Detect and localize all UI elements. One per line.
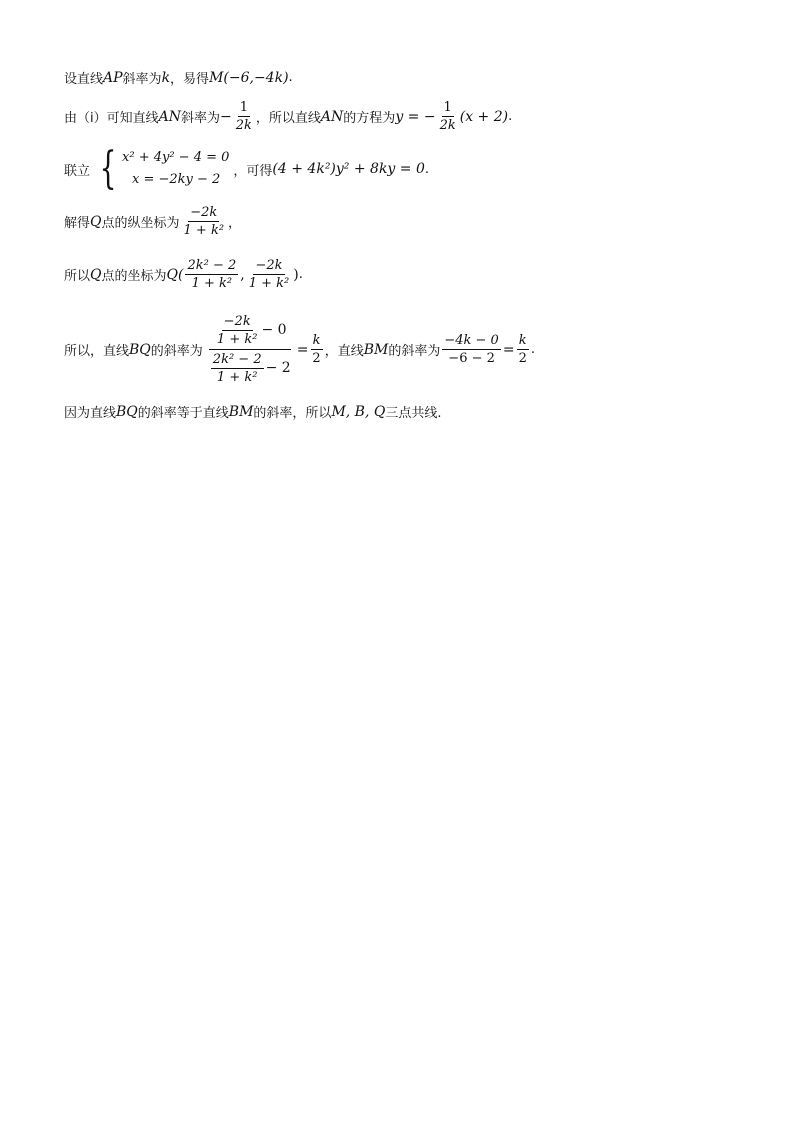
denominator: −6 − 2: [448, 351, 495, 366]
text: 因为直线: [64, 406, 117, 421]
inner-fraction-top: [215, 314, 260, 347]
denominator: 1 + k²: [248, 276, 290, 291]
math-quadratic: (4 + 4k²)y² + 8ky = 0: [272, 161, 425, 177]
text: 点的坐标为: [101, 269, 167, 284]
math-BQ: BQ: [129, 341, 151, 358]
text: ，直线: [324, 344, 364, 359]
comma: ,: [240, 266, 245, 283]
text: 斜率为: [122, 72, 162, 87]
compound-denominator: [205, 350, 295, 387]
text: 的方程为: [343, 111, 396, 126]
numerator: 2k² − 2: [187, 258, 237, 273]
numerator: −2k: [255, 258, 283, 273]
system-row-1: x² + 4y² − 4 = 0: [122, 150, 230, 165]
fraction-slope-BQ: [205, 312, 295, 387]
system-rows: [120, 147, 229, 191]
text: 的斜率为: [388, 344, 441, 359]
numerator: k: [518, 333, 527, 348]
numerator: −2k: [190, 205, 218, 220]
denominator: 1 + k²: [216, 370, 258, 385]
text: .: [298, 267, 303, 282]
numerator: −2k: [223, 314, 251, 329]
fraction-slope-BM: [442, 333, 500, 366]
numerator: k: [312, 333, 321, 348]
fraction-line-AN: [438, 100, 458, 133]
text: 设直线: [64, 72, 104, 87]
solution-line-1: [64, 68, 293, 87]
minus-two: − 2: [265, 360, 291, 376]
compound-numerator: [209, 312, 291, 350]
denominator: 2k: [439, 118, 456, 133]
math-AP: AP: [103, 69, 123, 86]
math-k: k: [161, 69, 171, 86]
equals: =: [296, 341, 309, 358]
math-AN: AN: [158, 108, 181, 125]
math-AN: AN: [320, 108, 344, 125]
fraction-slope-AN: [234, 100, 254, 133]
text: ，易得: [170, 72, 210, 87]
text: 联立: [64, 163, 91, 179]
solution-line-2: [64, 100, 512, 133]
denominator: 1 + k²: [216, 332, 258, 347]
solution-line-5: [64, 258, 303, 291]
inner-fraction-bottom: [211, 352, 264, 385]
denominator: 2: [312, 351, 321, 366]
equation-system: [94, 143, 230, 194]
text: .: [530, 342, 535, 357]
text: .: [508, 109, 513, 124]
text: 的斜率，所以: [253, 406, 332, 421]
text: ，所以直线: [255, 111, 321, 126]
equals: =: [502, 341, 515, 358]
text: 的斜率等于直线: [137, 406, 229, 421]
text: .: [288, 70, 293, 85]
fraction-k-over-2: [517, 333, 529, 366]
text: ，可得: [233, 163, 273, 179]
numerator: −4k − 0: [444, 333, 499, 348]
math-BM: BM: [363, 341, 389, 358]
text: 所以: [64, 269, 91, 284]
numerator: 1: [443, 100, 452, 115]
text: 三点共线.: [385, 406, 442, 421]
math-point-M: M(−6,−4k): [209, 69, 289, 86]
denominator: 1 + k²: [183, 223, 225, 238]
text: .: [424, 161, 430, 177]
text: 斜率为: [181, 111, 221, 126]
math-y-equals: y = −: [395, 108, 436, 125]
text: 点的纵坐标为: [101, 216, 180, 231]
numerator: 1: [239, 100, 248, 115]
minus-zero: − 0: [261, 322, 287, 338]
denominator: 2: [518, 351, 527, 366]
solution-line-4: [64, 205, 241, 238]
text: ，: [228, 216, 242, 231]
math-Q: Q: [90, 266, 102, 283]
text: 所以，直线: [64, 344, 130, 359]
fraction-Q-y: [182, 205, 227, 238]
solution-line-6: [64, 312, 535, 387]
math-Q: Q: [90, 213, 102, 230]
fraction-Q-x: [185, 258, 238, 291]
brace-icon: {: [99, 143, 117, 194]
math-close: ): [293, 266, 299, 283]
math-MBQ: M, B, Q: [331, 403, 386, 420]
numerator: 2k² − 2: [212, 352, 262, 367]
system-row-2: x = −2ky − 2: [132, 172, 221, 187]
math-BQ: BQ: [116, 403, 138, 420]
math-BM: BM: [228, 403, 254, 420]
denominator: 1 + k²: [191, 276, 233, 291]
math-x-plus-2: (x + 2): [459, 108, 509, 125]
text: 由（ⅰ）可知直线: [64, 111, 159, 126]
math-minus: −: [220, 108, 232, 125]
denominator: 2k: [235, 118, 252, 133]
text: 的斜率为: [150, 344, 203, 359]
fraction-Q-y: [247, 258, 292, 291]
solution-line-7: [64, 402, 441, 421]
fraction-k-over-2: [310, 333, 322, 366]
solution-line-3: [64, 143, 430, 194]
math-Q-open: Q(: [166, 266, 184, 283]
text: 解得: [64, 216, 91, 231]
